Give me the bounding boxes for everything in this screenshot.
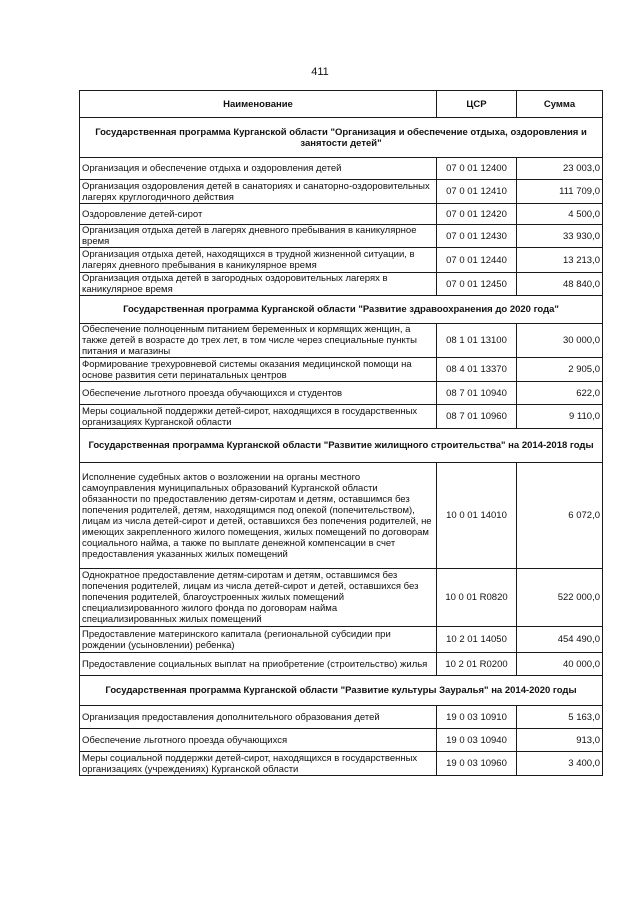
table-row (80, 463, 603, 569)
row-amount-cell: 622,0 (517, 382, 603, 405)
row-code-cell: 07 0 01 12450 (437, 273, 517, 296)
table-row (80, 273, 603, 296)
program-title: Государственная программа Курганской области "Развитие здравоохранения до 2020 года" (80, 296, 603, 324)
row-code-cell: 07 0 01 12410 (437, 180, 517, 204)
row-name-cell: Предоставление социальных выплат на приобретение (строительство) жилья (80, 653, 437, 676)
row-code-cell: 07 0 01 12400 (437, 158, 517, 180)
row-code-cell: 08 4 01 13370 (437, 358, 517, 382)
row-code-cell: 19 0 03 10960 (437, 752, 517, 776)
row-amount-cell: 9 110,0 (517, 405, 603, 429)
row-amount-cell: 4 500,0 (517, 204, 603, 225)
row-code-cell: 08 7 01 10940 (437, 382, 517, 405)
program-title: Государственная программа Курганской области "Развитие культуры Зауралья" на 2014-2020 годы (80, 676, 603, 706)
row-amount-cell: 30 000,0 (517, 324, 603, 358)
column-header-amount: Сумма (517, 91, 603, 118)
header-row (80, 91, 603, 118)
row-code-cell: 10 0 01 R0820 (437, 569, 517, 627)
row-code-cell: 19 0 03 10910 (437, 706, 517, 729)
row-amount-cell: 5 163,0 (517, 706, 603, 729)
row-name-cell: Формирование трехуровневой системы оказания медицинской помощи на основе развития сети перинатальных центров (80, 358, 437, 382)
table-row (80, 627, 603, 653)
row-amount-cell: 13 213,0 (517, 248, 603, 273)
table-row (80, 204, 603, 225)
row-name-cell: Оздоровление детей-сирот (80, 204, 437, 225)
table-row (80, 382, 603, 405)
table-row (80, 405, 603, 429)
row-name-cell: Предоставление материнского капитала (региональной субсидии при рождении (усыновлении) ребенка) (80, 627, 437, 653)
table-row (80, 225, 603, 248)
row-code-cell: 07 0 01 12420 (437, 204, 517, 225)
row-name-cell: Обеспечение льготного проезда обучающихся (80, 729, 437, 752)
row-name-cell: Исполнение судебных актов о возложении на органы местного самоуправления муниципальных образований Курганской области обязанности по предоставлению детям-сиротам и детям, оставшимся без попечения родителей, детям, находящимся под опекой (попечительством), лицам из числа детей-сирот и детей, оставшихся без попечения родителей, не имеющих закрепленного жилого помещения, жилых помещений по договорам социального найма, а также по выплате денежной компенсации в счет предоставления указанных жилых помещений (80, 463, 437, 569)
row-code-cell: 10 2 01 R0200 (437, 653, 517, 676)
table-row (80, 752, 603, 776)
row-code-cell: 08 1 01 13100 (437, 324, 517, 358)
table-row (80, 158, 603, 180)
row-code-cell: 07 0 01 12430 (437, 225, 517, 248)
table-row (80, 569, 603, 627)
row-amount-cell: 454 490,0 (517, 627, 603, 653)
row-amount-cell: 3 400,0 (517, 752, 603, 776)
row-code-cell: 07 0 01 12440 (437, 248, 517, 273)
row-amount-cell: 111 709,0 (517, 180, 603, 204)
row-name-cell: Обеспечение льготного проезда обучающихся и студентов (80, 382, 437, 405)
page-number: 411 (311, 66, 329, 78)
column-header-name: Наименование (80, 91, 437, 118)
row-name-cell: Организация предоставления дополнительного образования детей (80, 706, 437, 729)
table-body (80, 91, 603, 776)
row-code-cell: 10 0 01 14010 (437, 463, 517, 569)
row-code-cell: 10 2 01 14050 (437, 627, 517, 653)
row-name-cell: Меры социальной поддержки детей-сирот, находящихся в государственных организациях (учреждениях) Курганской области (80, 752, 437, 776)
row-name-cell: Меры социальной поддержки детей-сирот, находящихся в государственных организациях Курганской области (80, 405, 437, 429)
program-row (80, 429, 603, 463)
row-name-cell: Обеспечение полноценным питанием беременных и кормящих женщин, а также детей в возрасте до трех лет, в том числе через специальные пункты питания и магазины (80, 324, 437, 358)
row-amount-cell: 23 003,0 (517, 158, 603, 180)
table-row (80, 358, 603, 382)
row-name-cell: Организация и обеспечение отдыха и оздоровления детей (80, 158, 437, 180)
program-row (80, 118, 603, 158)
row-code-cell: 08 7 01 10960 (437, 405, 517, 429)
row-name-cell: Организация оздоровления детей в санаториях и санаторно-оздоровительных лагерях круглогодичного действия (80, 180, 437, 204)
table-row (80, 324, 603, 358)
column-header-csr: ЦСР (437, 91, 517, 118)
row-name-cell: Однократное предоставление детям-сиротам и детям, оставшимся без попечения родителей, лицам из числа детей-сирот и детей, оставшихся без попечения родителей, благоустроенных жилых помещений специализированного жилого фонда по договорам найма специализированных жилых помещений (80, 569, 437, 627)
row-name-cell: Организация отдыха детей в загородных оздоровительных лагерях в каникулярное время (80, 273, 437, 296)
row-amount-cell: 33 930,0 (517, 225, 603, 248)
table-row (80, 706, 603, 729)
row-amount-cell: 2 905,0 (517, 358, 603, 382)
table-row (80, 653, 603, 676)
program-title: Государственная программа Курганской области "Организация и обеспечение отдыха, оздоровления и занятости детей" (80, 118, 603, 158)
row-amount-cell: 48 840,0 (517, 273, 603, 296)
row-amount-cell: 40 000,0 (517, 653, 603, 676)
row-code-cell: 19 0 03 10940 (437, 729, 517, 752)
row-name-cell: Организация отдыха детей, находящихся в трудной жизненной ситуации, в лагерях дневного пребывания в каникулярное время (80, 248, 437, 273)
program-row (80, 676, 603, 706)
row-name-cell: Организация отдыха детей в лагерях дневного пребывания в каникулярное время (80, 225, 437, 248)
row-amount-cell: 6 072,0 (517, 463, 603, 569)
row-amount-cell: 522 000,0 (517, 569, 603, 627)
table-row (80, 729, 603, 752)
budget-table (79, 90, 603, 776)
program-row (80, 296, 603, 324)
row-amount-cell: 913,0 (517, 729, 603, 752)
program-title: Государственная программа Курганской области "Развитие жилищного строительства" на 2014-2018 годы (80, 429, 603, 463)
table-row (80, 180, 603, 204)
table-row (80, 248, 603, 273)
